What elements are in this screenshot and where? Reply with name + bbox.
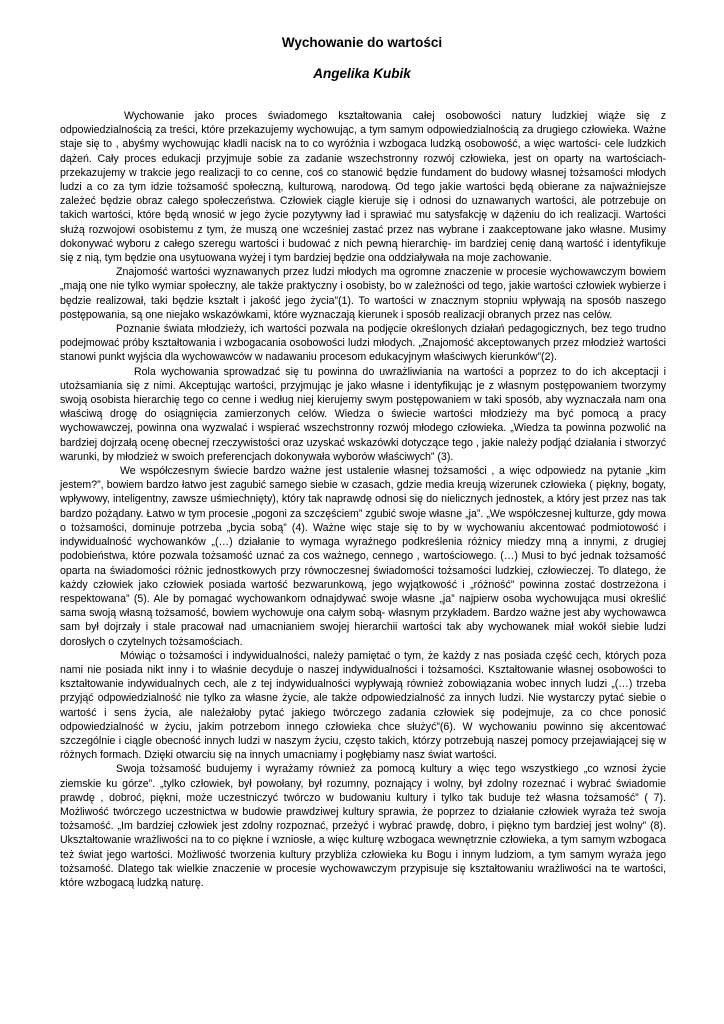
document-body (60, 109, 666, 890)
paragraph: We współczesnym świecie bardzo ważne jest ustalenie własnej tożsamości , a więc odpowiedz na pytanie „kim jestem?”, bowiem bardzo łatwo jest zagubić samego siebie w czasach, gdzie media kreują wizerunek człowieka ( piękny, bogaty, wpływowy, inteligentny, zawsze uśmiechnięty), który tak naprawdę odnosi się do nielicznych jednostek, a który jest przez nas tak bardzo pożądany. Łatwo w tym procesie „pogoni za szczęściem” zgubić swoje własne „ja”. „We współczesnej kulturze, gdy mowa o tożsamości, dominuje potrzeba „bycia sobą” (4). Ważne więc staje się to by w wychowaniu akcentować podmiotowość i indywidualność wychowanków „(…) działanie to wymaga wyraźnego podkreślenia różnicy miedzy mną a innymi, z drugiej podobieństwa, które pozwala tożsamość uznać za cos ważnego, cennego , wartościowego. (…) Musi to być jednak tożsamość oparta na świadomości różnic jednostkowych przy równoczesnej świadomości tożsamości ludzkiej, człowieczej. To dlatego, że każdy człowiek jako człowiek posiada wartość bezwarunkową, jego wyjątkowość i „różność” powinna zostać dostrzeżona i respektowana” (5). Ale by pomagać wychowankom odnajdywać swoje własne „ja” najpierw osoba wychowująca musi określić sama swoją własną tożsamość, bowiem wychowuje ona całym sobą- własnym przykładem. Bardzo ważne jest aby wychowawca sam był dojrzały i stale pracował nad umacnianiem swojej hierarchii wartości tak aby wychowanek miał wokół siebie ludzi dorosłych o czytelnych tożsamościach. (60, 465, 666, 648)
document-author: Angelika Kubik (313, 66, 411, 81)
paragraph: Wychowanie jako proces świadomego kształtowania całej osobowości natury ludzkiej wiąże się z odpowiedzialnością za treści, które przekazujemy wychowując, a tym samym odpowiedzialnością za drugiego człowieka. Ważne staje się to , abyśmy wychowując kładli nacisk na to co wyróżnia i wzbogaca ludzką osobowość, a więc wartości- cele ludzkich dążeń. Cały proces edukacji przyjmuje sobie za zadanie wszechstronny rozwój człowieka, jest on oparty na wartościach- przekazujemy w trakcie jego realizacji to co cenne, coś co stanowić będzie fundament do budowy własnej tożsamości młodych ludzi a co za tym idzie tożsamość społeczną, kulturową, narodową. Od tego jakie wartości będą obierane za najważniejsze zależeć będzie obraz całego społeczeństwa. Człowiek ciągle kieruje się i odnosi do uznawanych wartości, ale potrzebuje on takich wartości, które będą wnosić w jego życie pozytywny ład i sprawiać mu satysfakcję w dążeniu do ich realizacji. Wartości służą rozwojowi osobistemu z tym, że muszą one wcześniej zastać przez nas wybrane i zaakceptowane jako własne. Musimy dokonywać wyboru z całego szeregu wartości i budować z nich pewną hierarchię- im bardziej cenię daną wartość i identyfikuje się z nią, tym będzie ona usytuowana wyżej i tym bardziej będzie ona oddziaływała na moje zachowanie. (60, 110, 666, 265)
paragraph: Swoja tożsamość budujemy i wyrażamy również za pomocą kultury a więc tego wszystkiego „co wznosi życie ziemskie ku górze”. „tylko człowiek, był powołany, był rozumny, poznający i wolny, był zdolny rozeznać i wybrać świadomie prawdę , dobroć, piękni, może uczestniczyć twórczo w budowaniu kultury i tylko tak buduje też własna tożsamość” ( 7). Możliwość twórczego uczestnictwa w budowie prawdziwej kultury sprawia, że poprzez to działanie człowiek wyraża też swoja tożsamość. „Im bardziej człowiek jest zdolny rozpoznać, przeżyć i wybrać prawdę, dobro, i piękno tym bardziej jest wolny” (8). Ukształtowanie wrażliwości na to co piękne i wzniosłe, a więc kulturę wzbogaca wewnętrznie człowieka, a tym samym wzbogaca też świat jego wartości. Możliwość tworzenia kultury przybliża człowieka ku Bogu i innym ludziom, a tym samym wyraża jego tożsamość. Dlatego tak wielkie znaczenie w procesie wychowawczym przypisuje się kształtowaniu wrażliwości na te wartości, które wzbogacą ludzką naturę. (60, 763, 666, 889)
paragraph: Znajomość wartości wyznawanych przez ludzi młodych ma ogromne znaczenie w procesie wychowawczym bowiem „mają one nie tylko wymiar społeczny, ale także praktyczny i osobisty, bo w zależności od tego, jakie wartości człowiek wybierze i będzie realizował, taki będzie kształt i jakość jego życia”(1). To wartości w znacznym stopniu wpływają na sposób naszego postępowania, są one niejako wskazówkami, które wyznaczają kierunek i sposób realizacji obranych przez nas celów. (60, 266, 666, 321)
document-title: Wychowanie do wartości (281, 35, 443, 50)
paragraph: Rola wychowania sprowadzać się tu powinna do uwrażliwiania na wartości a poprzez to do ich akceptacji i utożsamiania się z nimi. Akceptując wartości, przyjmując je jako własne i identyfikując je z własnym postępowaniem tworzymy swoją osobista hierarchię tego co cenne i według niej kierujemy swym postępowaniem w taki sposób, aby wyznaczała nam ona właściwą drogę do osiągnięcia zamierzonych celów. Wiedza o świecie wartości młodzieży ma być pomocą a pracy wychowawczej, powinna ona wyzwalać i wspierać wszechstronny rozwój młodego człowieka. „Wiedza ta powinna pozwolić na bardziej dojrzałą ocenę obecnej rzeczywistości oraz uzyskać wskazówki dotyczące tego , jakie należy podjąć działania i stworzyć warunki, by młodzież w swoich preferencjach dokonywała wyborów właściwych” (3). (60, 365, 666, 463)
paragraph: Mówiąc o tożsamości i indywidualności, należy pamiętać o tym, że każdy z nas posiada część cech, których poza nami nie posiada nikt inny i to właśnie decyduje o naszej indywidualności i tożsamości. Kształtowanie własnej osobowości to kształtowanie indywidualnych cech, ale z tej indywidualności wypływają również zobowiązania wobec innych ludzi „(…) trzeba przyjąć odpowiedzialność nie tylko za własne życie, ale także odpowiedzialność za innych ludzi. Nie wystarczy pytać siebie o wartość i sens życia, ale należałoby pytać jakiego twórczego zadania człowiek się podejmuje, za co chce ponosić odpowiedzialność w życiu, jakim potrzebom innego człowieka chce służyć”(6). W wychowaniu powinno się akcentować szczególnie i ciągle obecność innych ludzi w naszym życiu, często takich, którzy potrzebują naszej pomocy przejawiającej się w różnych formach. Dzięki otwarciu się na innych umacniamy i pogłębiamy nasz świat wartości. (60, 649, 666, 762)
paragraph: Poznanie świata młodzieży, ich wartości pozwala na podjęcie określonych działań pedagogicznych, bez tego trudno podejmować próby kształtowania i wzbogacania osobowości ludzi młodych. „Znajomość akceptowanych przez młodzież wartości stanowi punkt wyjścia dla wychowawców w nadawaniu procesom edukacyjnym właściwych kierunków”(2). (60, 323, 666, 364)
